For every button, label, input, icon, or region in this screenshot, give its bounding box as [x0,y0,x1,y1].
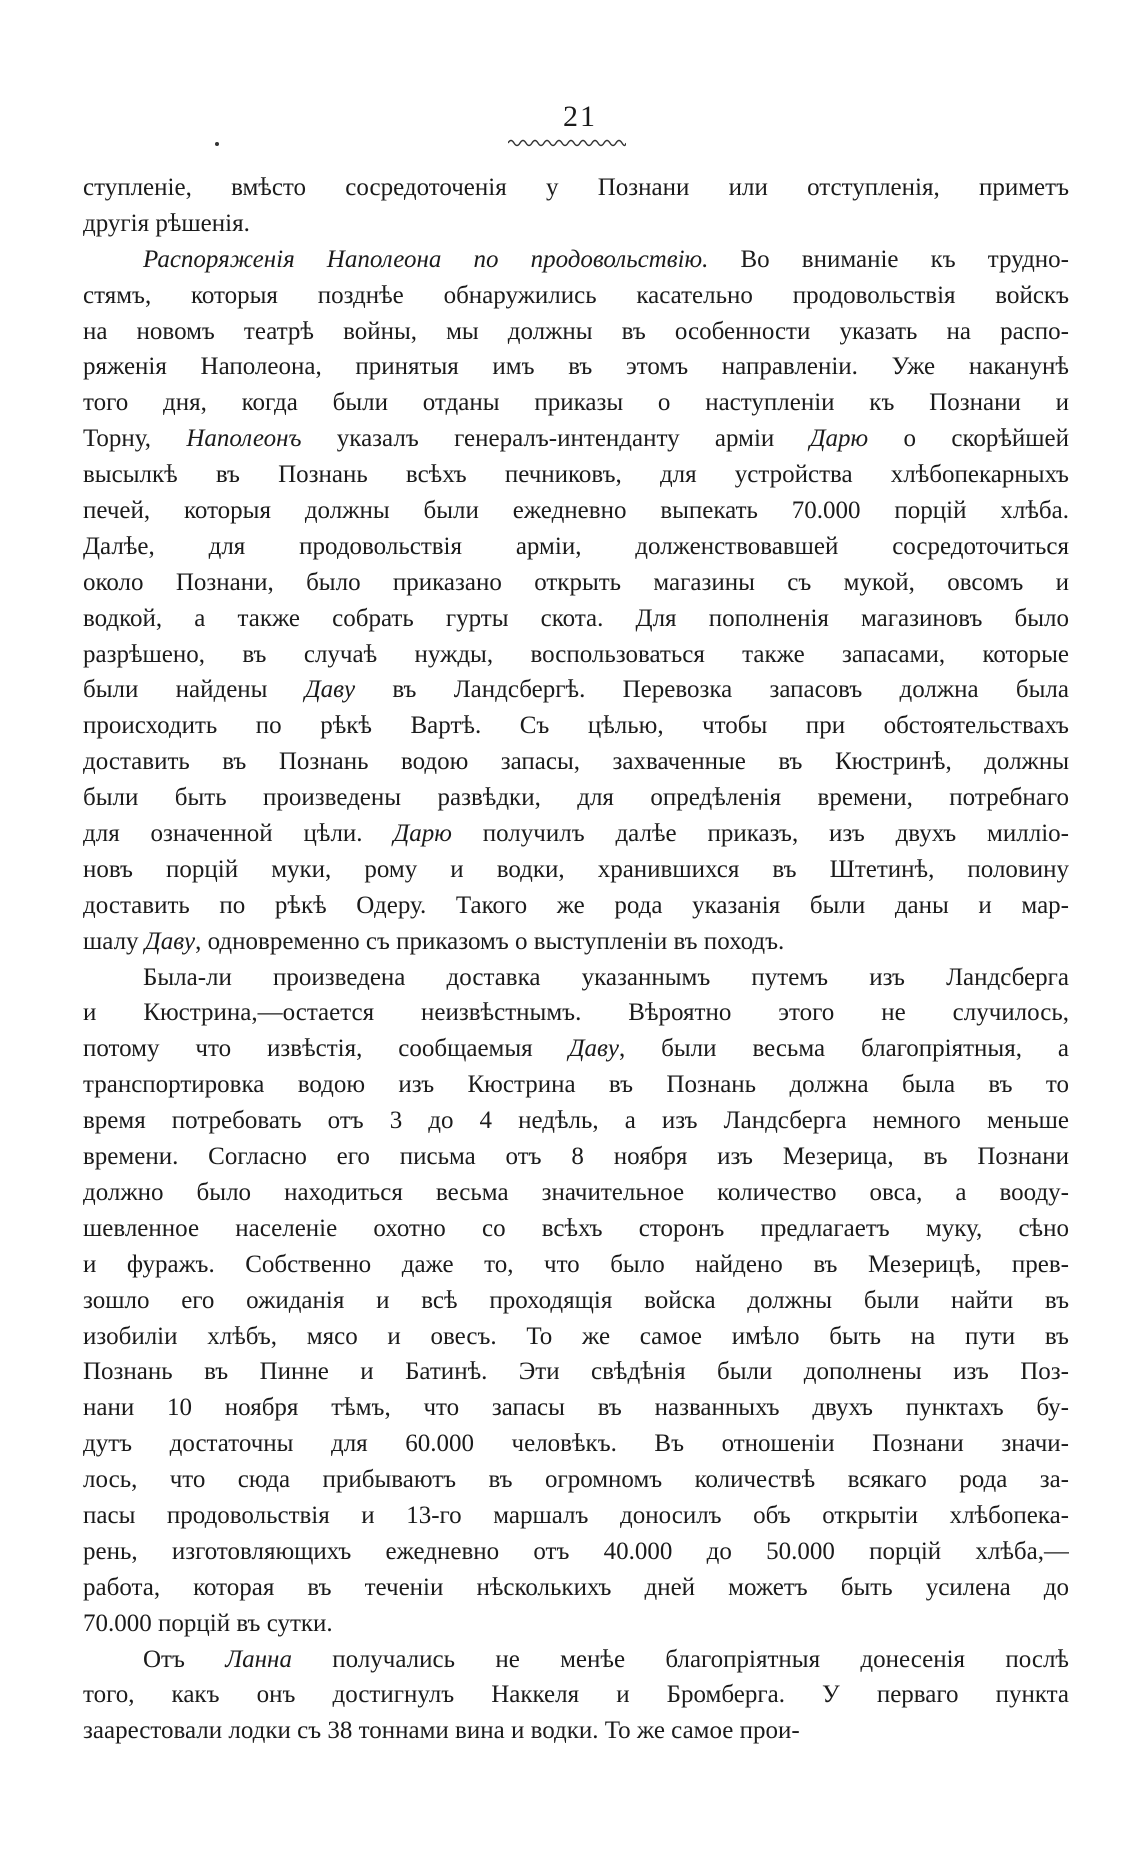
text-run: заарестовали лодки съ 38 тоннами вина и водки. То же самое прои- [83,1717,800,1745]
text-run: рень, изготовляющихъ ежедневно отъ 40.000 до 50.000 порцій хлѣба,— [83,1537,1069,1565]
text-line [83,637,1069,673]
italic-name: Дарю [809,425,869,453]
text-run: ряженія Наполеона, принятыя имъ въ этомъ направленіи. Уже наканунѣ [83,353,1069,381]
text-line [83,1319,1069,1355]
text-run: Далѣе, для продовольствія арміи, долженствовавшей сосредоточиться [83,532,1069,560]
body-text [83,170,1069,1749]
text-run: указалъ генералъ-интенданту арміи [301,425,810,453]
text-run: того, какъ онъ достигнулъ Наккеля и Бромберга. У перваго пункта [83,1681,1069,1709]
text-line [83,1606,1069,1642]
text-line [83,1103,1069,1139]
italic-name: Даву [144,927,196,955]
text-run: печей, которыя должны были ежедневно выпекать 70.000 порцій хлѣба. [83,497,1069,525]
text-run: потому что извѣстія, сообщаемыя [83,1035,569,1063]
text-run: около Познани, было приказано открыть магазины съ мукой, овсомъ и [83,568,1069,596]
paragraph [83,1642,1069,1750]
text-run: получались не менѣе благопріятныя донесенія послѣ [291,1645,1069,1673]
text-line [83,1426,1069,1462]
text-line [83,421,1069,457]
text-line [83,708,1069,744]
text-run: шалу [83,927,145,955]
text-run: стямъ, которыя позднѣе обнаружились касательно продовольствія войскъ [83,281,1069,309]
text-run: Торну, [83,425,187,453]
text-line [83,1677,1069,1713]
page-number: 21 [563,100,597,133]
text-line [83,1067,1069,1103]
text-run: происходить по рѣкѣ Вартѣ. Съ цѣлью, чтобы при обстоятельствахъ [83,712,1069,740]
text-run: о скорѣйшей [868,425,1069,453]
text-line [83,1139,1069,1175]
text-line [83,1642,1069,1678]
italic-name: Наполеонъ [186,425,302,453]
text-line [83,1462,1069,1498]
text-run: ступленіе, вмѣсто сосредоточенія у Познани или отступленія, приметъ [83,174,1069,201]
text-run: дутъ достаточны для 60.000 человѣкъ. Въ отношеніи Познани значи- [83,1430,1069,1458]
text-line [83,672,1069,708]
text-run: разрѣшено, въ случаѣ нужды, воспользоваться также запасами, которые [83,640,1069,668]
text-run: нани 10 ноября тѣмъ, что запасы въ названныхъ двухъ пунктахъ бу- [83,1394,1069,1422]
text-line [83,1211,1069,1247]
text-run: Во вниманіе къ трудно- [708,245,1069,273]
text-run: того дня, когда были отданы приказы о наступленіи къ Познани и [83,389,1069,417]
text-run: водкой, а также собрать гурты скота. Для пополненія магазиновъ было [83,604,1069,632]
paragraph [83,170,1069,242]
text-line [83,601,1069,637]
text-line [83,1713,1069,1749]
text-run: лось, что сюда прибываютъ въ огромномъ количествѣ всякаго рода за- [83,1466,1069,1494]
text-run: въ Ландсбергѣ. Перевозка запасовъ должна была [355,676,1069,704]
text-line [83,1534,1069,1570]
text-line [83,565,1069,601]
text-line [83,1498,1069,1534]
text-line [83,1031,1069,1067]
text-run: новъ порцій муки, рому и водки, хранившихся въ Штетинѣ, половину [83,855,1069,883]
paragraph [83,960,1069,1642]
text-run: и фуражъ. Собственно даже то, что было найдено въ Мезерицѣ, прев- [83,1250,1069,1278]
italic-name: Даву [568,1035,619,1063]
italic-name: Распоряженія Наполеона по продовольствію. [143,245,709,273]
text-run: были быть произведены развѣдки, для опредѣленія времени, потребнаго [83,784,1069,812]
text-line [83,852,1069,888]
print-speck [215,142,219,146]
text-run: должно было находиться весьма значительное количество овса, а вооду- [83,1178,1069,1206]
text-run: Познань въ Пинне и Батинѣ. Эти свѣдѣнія были дополнены изъ Поз- [83,1358,1069,1386]
text-run: для означенной цѣли. [83,820,394,848]
text-line [83,242,1069,278]
text-line [83,960,1069,996]
text-run: зошло его ожиданія и всѣ проходящія войска должны были найти въ [83,1286,1069,1314]
text-line [83,816,1069,852]
text-line [83,780,1069,816]
text-run: другія рѣшенія. [83,209,250,237]
text-run: , были весьма благопріятныя, а [618,1035,1069,1063]
text-run: Была-ли произведена доставка указаннымъ путемъ изъ Ландсберга [143,963,1069,991]
text-line [83,278,1069,314]
text-line [83,1283,1069,1319]
text-run: на новомъ театрѣ войны, мы должны въ особенности указать на распо- [83,317,1069,345]
text-run: изобиліи хлѣбъ, мясо и овесъ. То же самое имѣло быть на пути въ [83,1322,1069,1350]
text-line [83,206,1069,242]
text-line [83,529,1069,565]
text-line [83,493,1069,529]
italic-name: Даву [304,676,356,704]
text-line [83,1354,1069,1390]
page-header [0,100,1140,134]
text-line [83,744,1069,780]
text-run: получилъ далѣе приказъ, изъ двухъ милліо- [451,820,1069,848]
text-line [83,888,1069,924]
text-line [83,924,1069,960]
text-line [83,1175,1069,1211]
text-line [83,1247,1069,1283]
text-run: Отъ [143,1645,226,1673]
text-line [83,170,1069,206]
wavy-rule-ornament [508,138,626,148]
text-line [83,349,1069,385]
text-run: шевленное населеніе охотно со всѣхъ сторонъ предлагаетъ муку, сѣно [83,1214,1069,1242]
text-run: время потребовать отъ 3 до 4 недѣль, а изъ Ландсберга немного меньше [83,1107,1069,1135]
text-line [83,385,1069,421]
text-run: работа, которая въ теченіи нѣсколькихъ дней можетъ быть усилена до [83,1573,1069,1601]
paragraph [83,242,1069,960]
text-line [83,995,1069,1031]
text-run: и Кюстрина,—остается неизвѣстнымъ. Вѣроятно этого не случилось, [83,999,1069,1027]
text-run: , одновременно съ приказомъ о выступленіи въ походъ. [195,927,785,955]
italic-name: Дарю [393,820,452,848]
text-line [83,457,1069,493]
text-run: доставить въ Познань водою запасы, захваченные въ Кюстринѣ, должны [83,748,1069,776]
text-run: времени. Согласно его письма отъ 8 ноября изъ Мезерица, въ Познани [83,1143,1069,1171]
text-line [83,314,1069,350]
text-run: 70.000 порцій въ сутки. [83,1609,333,1637]
text-run: доставить по рѣкѣ Одеру. Такого же рода указанія были даны и мар- [83,891,1069,919]
text-line [83,1570,1069,1606]
text-run: транспортировка водою изъ Кюстрина въ Познань должна была въ то [83,1071,1069,1099]
text-run: высылкѣ въ Познань всѣхъ печниковъ, для устройства хлѣбопекарныхъ [83,461,1069,489]
text-line [83,1390,1069,1426]
text-run: пасы продовольствія и 13-го маршалъ доносилъ объ открытіи хлѣбопека- [83,1501,1069,1529]
text-run: были найдены [83,676,305,704]
italic-name: Ланна [225,1645,292,1673]
